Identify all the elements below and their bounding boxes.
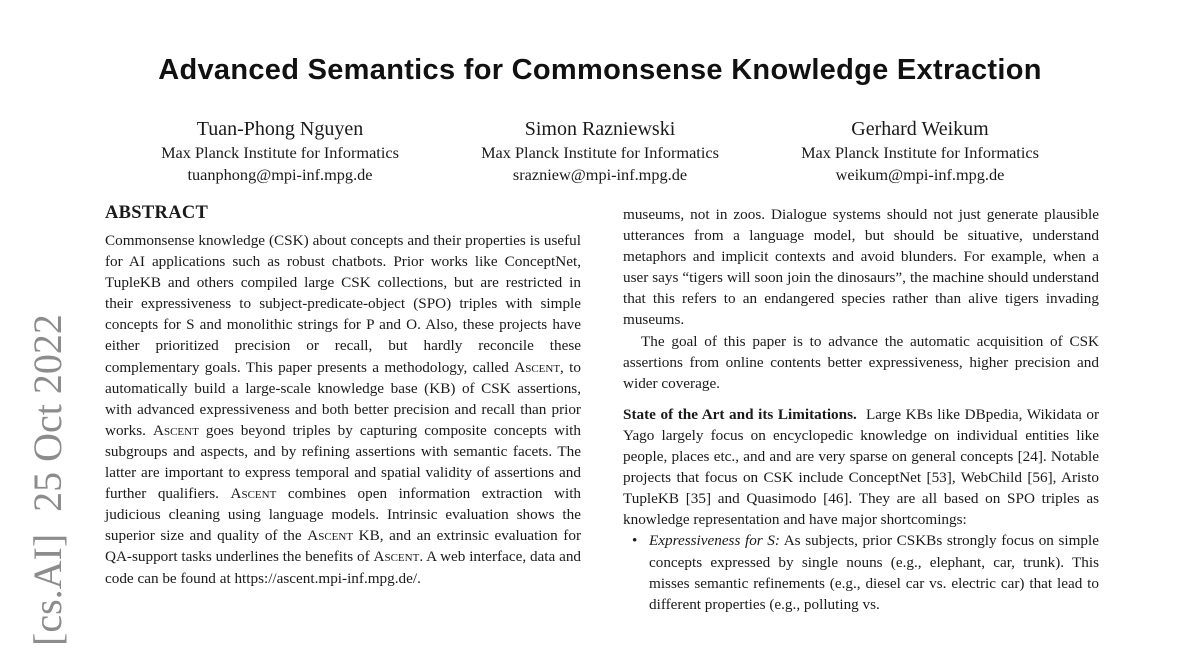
system-name: Ascent: [307, 527, 354, 545]
goal-paragraph: The goal of this paper is to advance the automatic acquisition of CSK assertions from online contents better expressiveness, higher precision and wider coverage.: [623, 332, 1099, 392]
author-block: [120, 116, 1080, 186]
abstract-text: KB, and an extrinsic evaluation for QA-support tasks underlines the benefits of: [105, 527, 582, 566]
abstract-text: . A web interface, data and code can be found at https://ascent.mpi-inf.mpg.de/.: [105, 548, 582, 587]
intro-paragraph: museums, not in zoos. Dialogue systems should not just generate plausible utterances from a language model, but should be situative, understand metaphors and implicit contexts and avoid blunders. For example, when a user says “tigers will soon join the dinosaurs”, the machine should understand that this refers to an endangered species rather than alive tigers invading museums.: [623, 206, 1099, 329]
abstract-heading: ABSTRACT: [105, 203, 209, 223]
author-2: [440, 116, 760, 186]
abstract-text: , to automatically build a large-scale knowledge base (KB) of CSK assertions, with advanced expressiveness and both better precision and recall than prior works.: [105, 358, 581, 439]
author-name: Tuan-Phong Nguyen: [196, 118, 364, 140]
abstract-text: Commonsense knowledge (CSK) about concepts and their properties is useful for AI applications such as robust chatbots. Prior works like ConceptNet, TupleKB and others compiled large CSK collections, but are restricted in their expressiveness to subject-predicate-object (SPO) triples with simple concepts for S and monolithic strings for P and O. Also, these projects have either prioritized precision or recall, but hardly reconcile these complementary goals. This paper presents a methodology, called: [105, 232, 581, 376]
author-name: Simon Razniewski: [524, 118, 676, 140]
system-name: Ascent: [373, 548, 420, 566]
author-affiliation: Max Planck Institute for Informatics: [801, 143, 1039, 162]
author-name: Gerhard Weikum: [851, 118, 989, 140]
right-column: [623, 204, 1099, 615]
abstract-text: goes beyond triples by capturing composite concepts with subgroups and aspects, and by refining assertions with semantic facets. The latter are important to express temporal and spatial validity of assertions and further qualifiers.: [105, 421, 582, 503]
author-3: [760, 116, 1080, 186]
author-affiliation: Max Planck Institute for Informatics: [481, 143, 719, 162]
arxiv-sidebar-stamp: [25, 314, 70, 646]
author-email: weikum@mpi-inf.mpg.de: [835, 165, 1005, 184]
bullet-icon: •: [632, 532, 638, 550]
arxiv-category: [cs.AI]: [25, 533, 70, 646]
left-column: [105, 200, 581, 589]
system-name: Ascent: [514, 358, 561, 376]
state-of-art-paragraph: [623, 404, 1099, 531]
author-1: [120, 116, 440, 186]
abstract-text: combines open information extraction with judicious cleaning using language models. Intrinsic evaluation shows the superior size and quality of the: [105, 485, 582, 545]
author-affiliation: Max Planck Institute for Informatics: [161, 143, 399, 162]
state-of-art-text: Large KBs like DBpedia, Wikidata or Yago largely focus on encyclopedic knowledge on individual entities like people, places etc., and and are very sparse on general concepts [24]. Notable projects that focus on CSK include ConceptNet [53], WebChild [56], Aristo TupleKB [35] and Quasimodo [46]. They are all based on SPO triples as knowledge representation and have major shortcomings:: [623, 405, 1100, 529]
bullet-label: Expressiveness for S:: [649, 532, 780, 550]
paper-title: Advanced Semantics for Commonsense Knowledge Extraction: [158, 54, 1042, 86]
bullet-text: As subjects, prior CSKBs strongly focus on simple concepts expressed by single nouns (e.g., elephant, car, trunk). This misses semantic refinements (e.g., diesel car vs. electric car) that lead to different properties (e.g., polluting vs.: [649, 532, 1099, 613]
section-runin-heading: State of the Art and its Limitations.: [623, 405, 857, 423]
limitations-list: [623, 530, 1099, 614]
list-item: [632, 530, 1099, 614]
system-name: Ascent: [153, 421, 199, 439]
system-name: Ascent: [230, 485, 277, 503]
author-email: srazniew@mpi-inf.mpg.de: [512, 165, 688, 184]
arxiv-date: 25 Oct 2022: [25, 314, 70, 512]
abstract-body: [105, 230, 581, 589]
author-email: tuanphong@mpi-inf.mpg.de: [187, 165, 373, 184]
